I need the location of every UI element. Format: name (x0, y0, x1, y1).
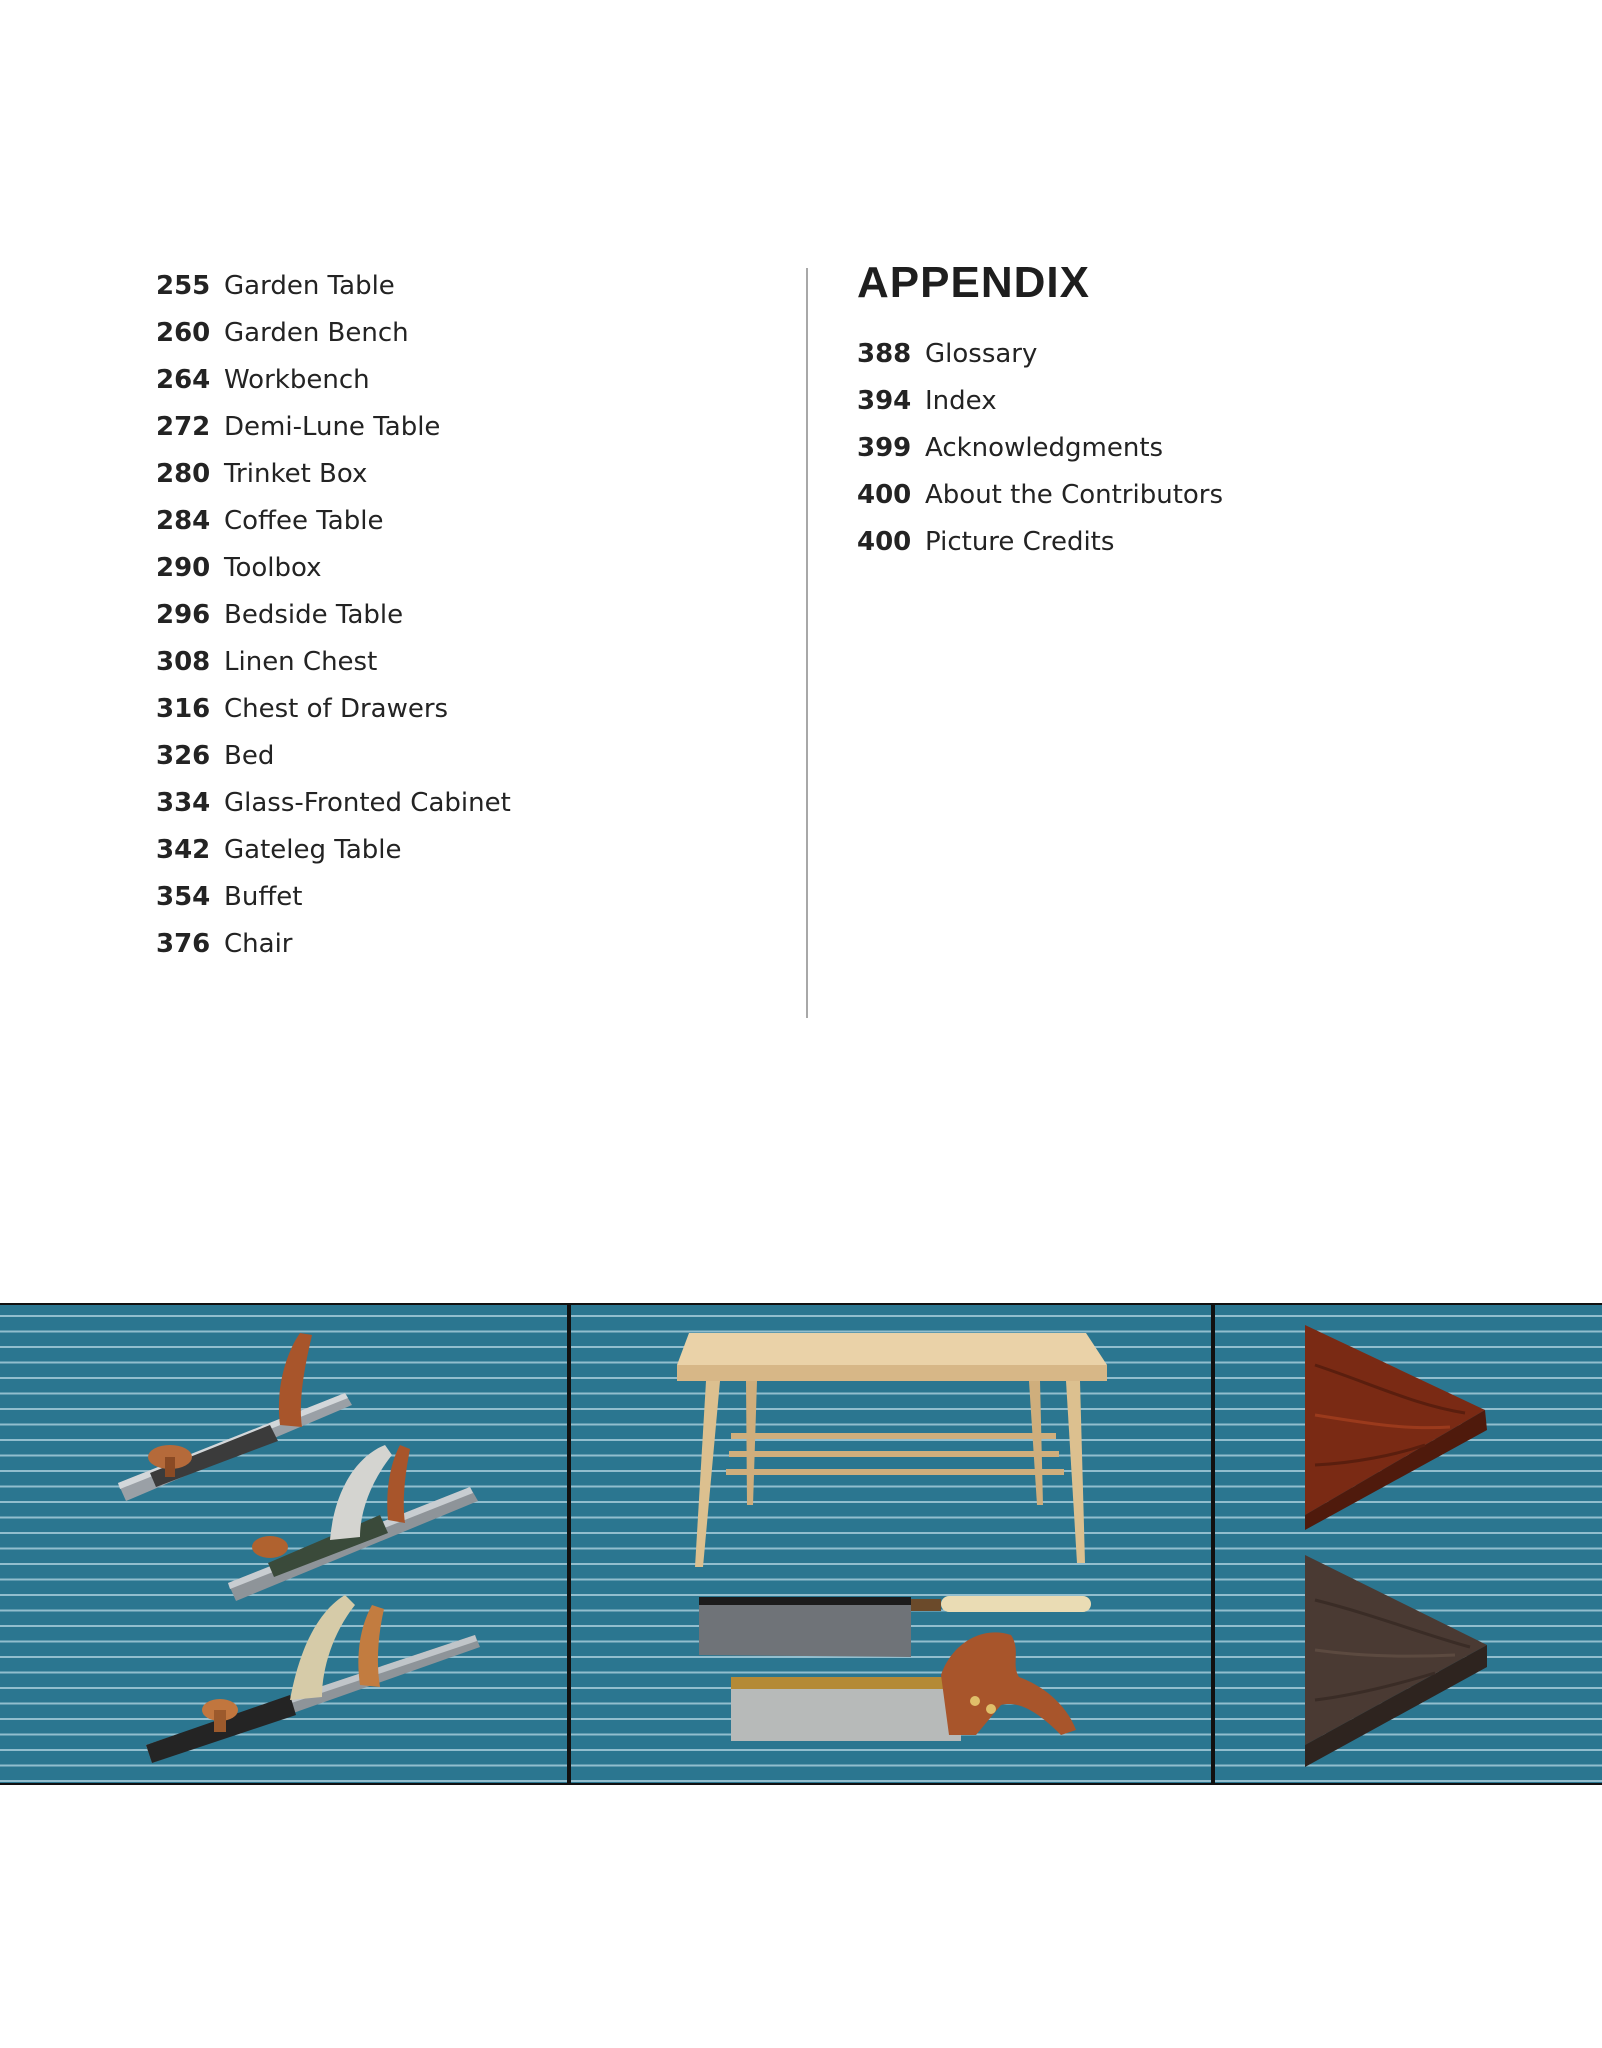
toc-page-number: 399 (857, 432, 912, 463)
walnut-sample-illustration (1305, 1555, 1487, 1767)
toc-entry[interactable] (156, 591, 756, 638)
hand-planes-panel (0, 1305, 567, 1783)
toc-page-number: 400 (857, 479, 912, 510)
toc-title: Glass-Fronted Cabinet (224, 787, 511, 818)
toc-page-number: 280 (156, 458, 211, 489)
toc-page-number: 400 (857, 526, 912, 557)
toc-entry[interactable] (156, 309, 756, 356)
appendix-entry[interactable] (857, 518, 1557, 565)
coffee-table-and-saws-image (571, 1305, 1211, 1783)
toc-page-number: 284 (156, 505, 211, 536)
block-plane-illustration (118, 1333, 352, 1501)
toc-page-number: 296 (156, 599, 211, 630)
appendix-entry[interactable] (857, 424, 1557, 471)
toc-title: Garden Bench (224, 317, 409, 348)
toc-page-number: 388 (857, 338, 912, 369)
toc-entry[interactable] (156, 779, 756, 826)
hand-planes-image (0, 1305, 567, 1783)
appendix-heading: APPENDIX (857, 258, 1090, 307)
toc-entry[interactable] (156, 403, 756, 450)
pull-saw-illustration (699, 1596, 1091, 1657)
toc-title: About the Contributors (925, 479, 1224, 510)
toc-entry[interactable] (156, 544, 756, 591)
rosewood-sample-illustration (1305, 1325, 1487, 1530)
toc-page-number: 354 (156, 881, 211, 912)
toc-entry[interactable] (156, 450, 756, 497)
toc-entry[interactable] (156, 262, 756, 309)
toc-title: Coffee Table (224, 505, 384, 536)
appendix-entry[interactable] (857, 330, 1557, 377)
appendix-entry[interactable] (857, 471, 1557, 518)
toc-title: Gateleg Table (224, 834, 402, 865)
toc-title: Linen Chest (224, 646, 378, 677)
toc-title: Demi-Lune Table (224, 411, 441, 442)
table-and-saws-panel (571, 1305, 1211, 1783)
toc-entry[interactable] (156, 356, 756, 403)
wood-samples-image (1215, 1305, 1602, 1783)
toc-title: Index (925, 385, 997, 416)
toc-page-number: 290 (156, 552, 211, 583)
appendix-entry[interactable] (857, 377, 1557, 424)
toc-page-number: 342 (156, 834, 211, 865)
toc-title: Buffet (224, 881, 303, 912)
toc-entry[interactable] (156, 920, 756, 967)
toc-title: Bed (224, 740, 275, 771)
toc-title: Glossary (925, 338, 1038, 369)
toc-page-number: 394 (857, 385, 912, 416)
toc-page-number: 376 (156, 928, 211, 959)
toc-page-number: 255 (156, 270, 211, 301)
toc-page-number: 316 (156, 693, 211, 724)
toc-page-number: 334 (156, 787, 211, 818)
smoothing-plane-illustration (228, 1445, 478, 1601)
column-divider (806, 268, 808, 1018)
illustration-strip (0, 1303, 1602, 1785)
toc-entry[interactable] (156, 638, 756, 685)
toc-title: Bedside Table (224, 599, 404, 630)
toc-title: Workbench (224, 364, 370, 395)
toc-entry[interactable] (156, 732, 756, 779)
jack-plane-illustration (146, 1595, 480, 1763)
coffee-table-illustration (677, 1333, 1107, 1567)
toc-entry[interactable] (156, 685, 756, 732)
toc-title: Acknowledgments (925, 432, 1164, 463)
toc-title: Chair (224, 928, 293, 959)
toc-list (156, 262, 756, 967)
toc-title: Toolbox (224, 552, 322, 583)
toc-title: Trinket Box (224, 458, 368, 489)
toc-title: Garden Table (224, 270, 395, 301)
toc-page-number: 260 (156, 317, 211, 348)
wood-samples-panel (1215, 1305, 1602, 1783)
appendix-section (857, 258, 1557, 565)
toc-page-number: 272 (156, 411, 211, 442)
toc-page-number: 308 (156, 646, 211, 677)
toc-entry[interactable] (156, 497, 756, 544)
toc-title: Picture Credits (925, 526, 1115, 557)
toc-entry[interactable] (156, 826, 756, 873)
toc-page-number: 326 (156, 740, 211, 771)
toc-title: Chest of Drawers (224, 693, 449, 724)
toc-page-number: 264 (156, 364, 211, 395)
toc-entry[interactable] (156, 873, 756, 920)
